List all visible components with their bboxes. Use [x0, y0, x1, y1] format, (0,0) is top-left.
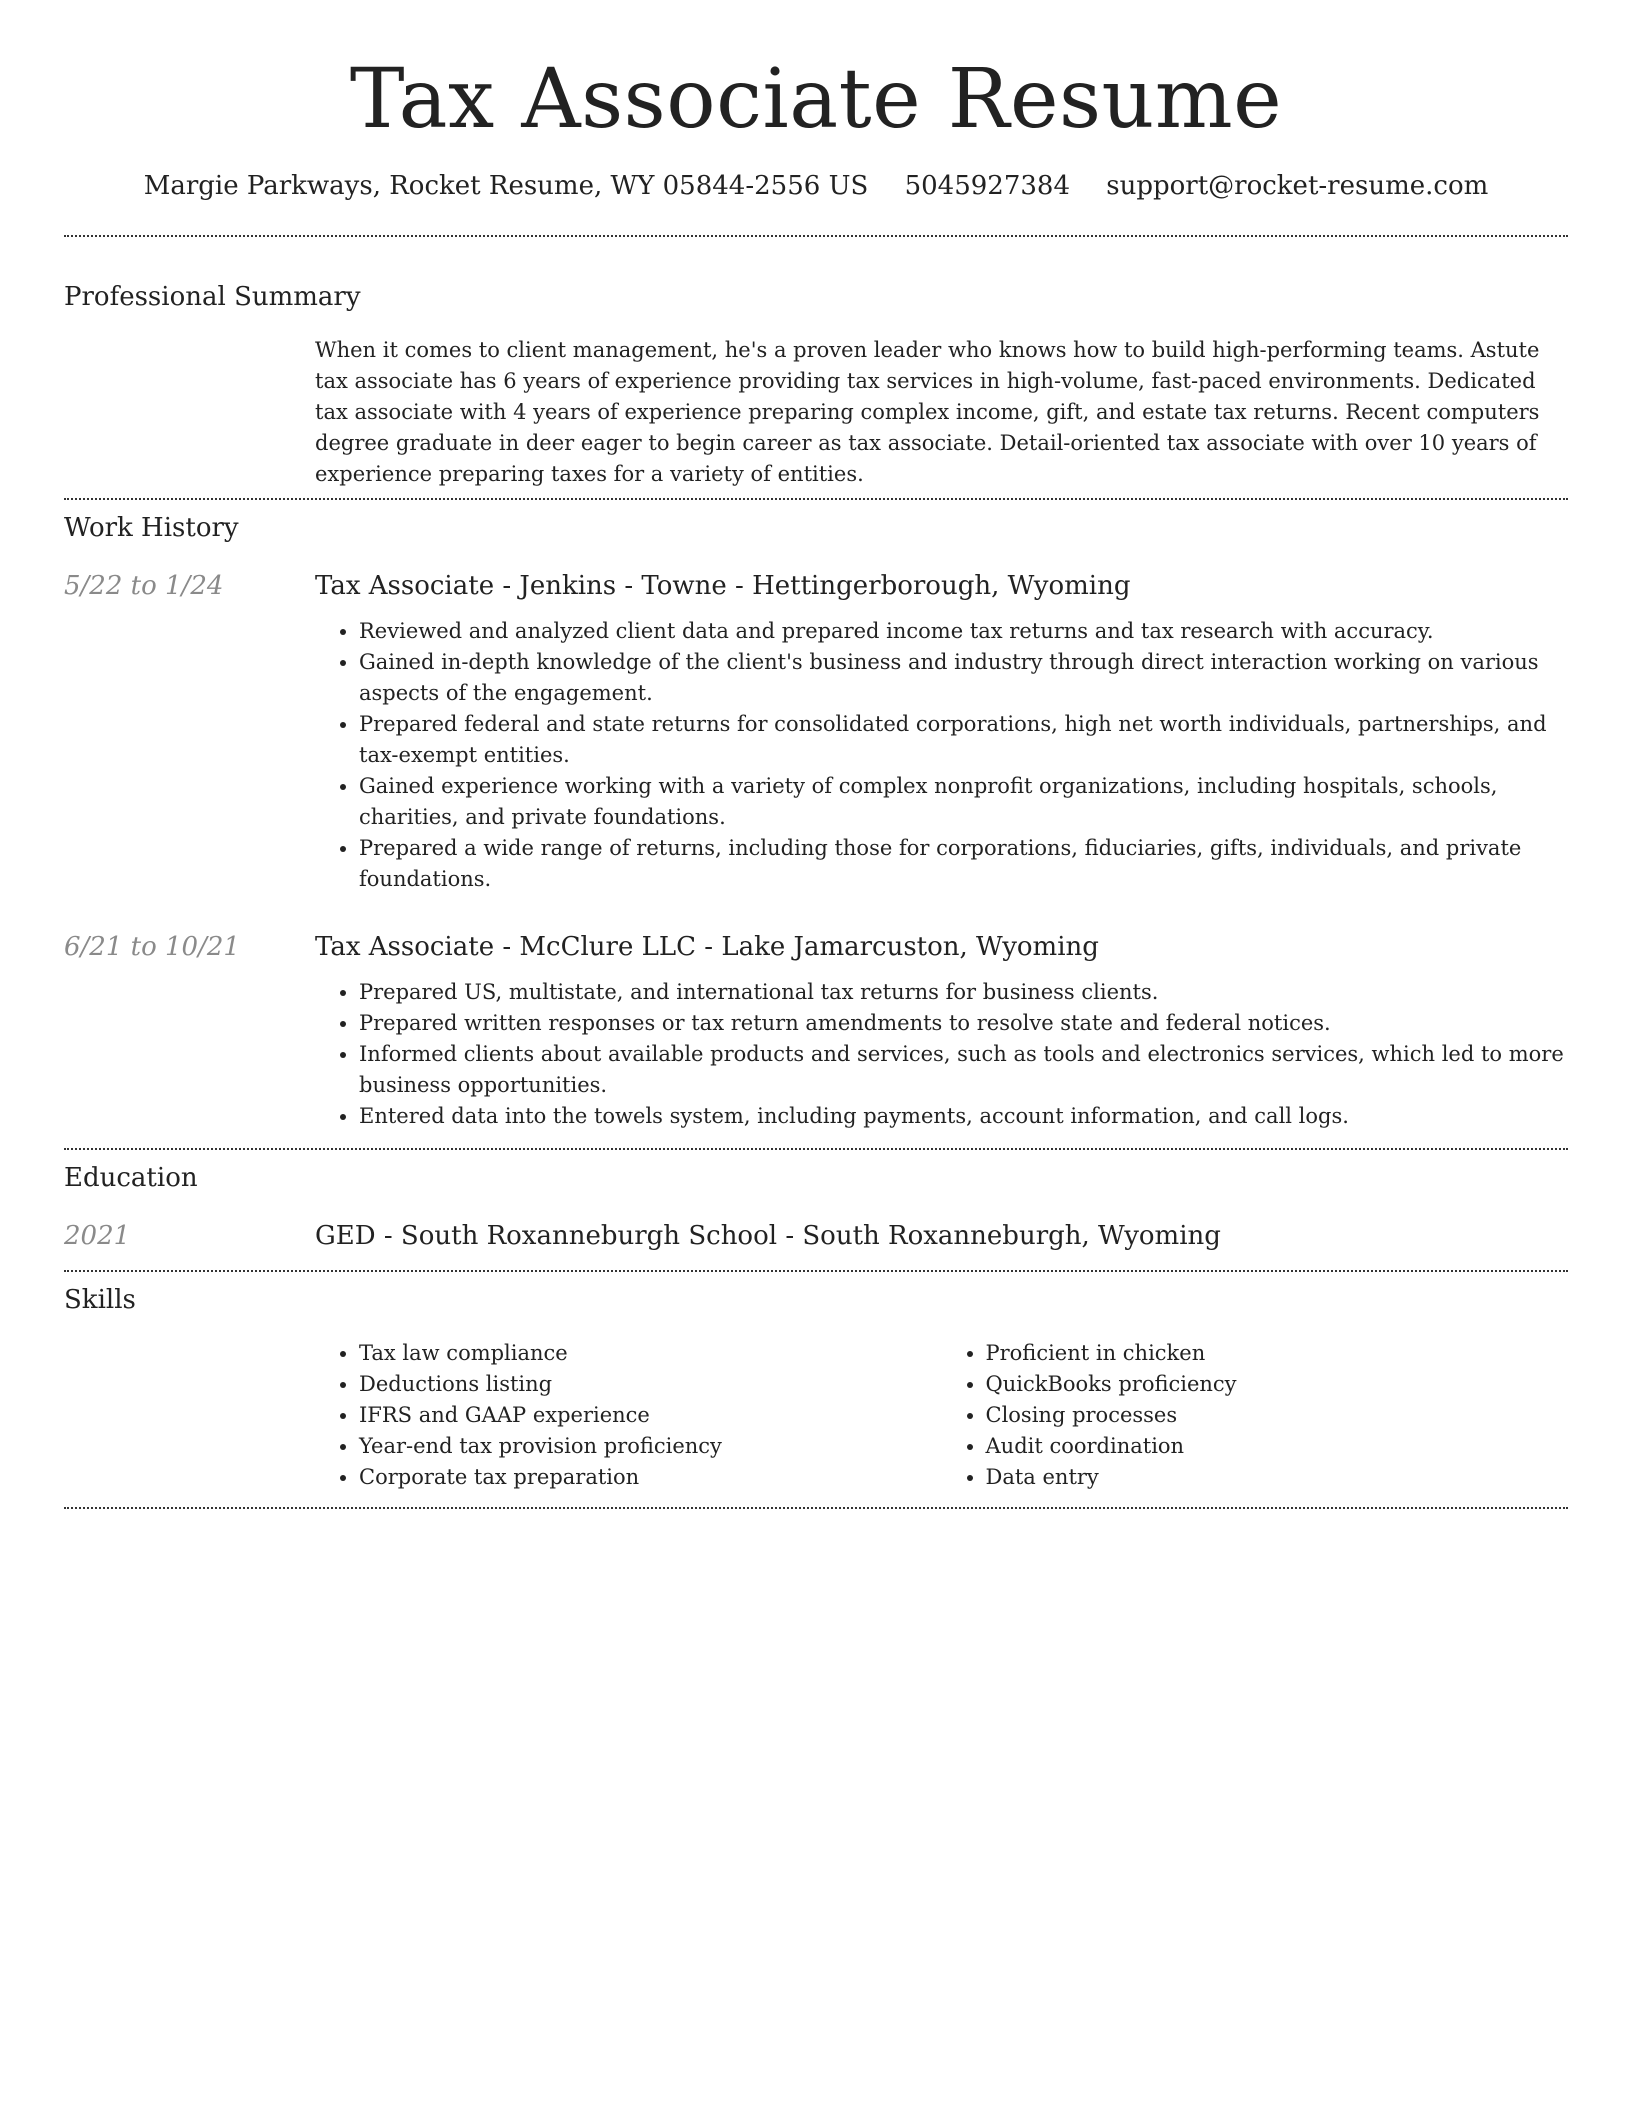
- divider-work: [64, 1148, 1568, 1150]
- divider-summary: [64, 498, 1568, 500]
- skill-item: • Deductions listing: [359, 1369, 942, 1400]
- skill-item: • Data entry: [986, 1462, 1569, 1493]
- contact-email: support@rocket-resume.com: [1106, 171, 1489, 201]
- job-bullet: • Gained experience working with a variety of complex nonprofit organizations, including hospitals, schools, charities, and private foundations.: [359, 771, 1568, 833]
- resume-title: Tax Associate Resume: [349, 52, 1283, 147]
- skills-list-right: [942, 1338, 1569, 1493]
- job-bullet: • Prepared US, multistate, and international tax returns for business clients.: [359, 977, 1568, 1008]
- education-entry: [64, 1218, 1568, 1254]
- job-dates: 6/21 to 10/21: [64, 932, 240, 962]
- skill-item: • Audit coordination: [986, 1431, 1569, 1462]
- job-bullets: [315, 977, 1568, 1132]
- contact-line: [64, 168, 1568, 204]
- contact-phone: 5045927384: [904, 171, 1070, 201]
- education-title: GED - South Roxanneburgh School - South Roxanneburgh, Wyoming: [315, 1221, 1221, 1251]
- job-title: Tax Associate - McClure LLC - Lake Jamarcuston, Wyoming: [315, 932, 1099, 962]
- job-bullet: • Entered data into the towels system, including payments, account information, and call logs.: [359, 1101, 1568, 1132]
- summary-heading: Professional Summary: [64, 282, 361, 312]
- job-bullet: • Informed clients about available products and services, such as tools and electronics services, which led to more business opportunities.: [359, 1039, 1568, 1101]
- skill-item: • IFRS and GAAP experience: [359, 1400, 942, 1431]
- job-dates: 5/22 to 1/24: [64, 571, 224, 601]
- skills-list-left: [315, 1338, 942, 1493]
- job-entry: [64, 568, 1568, 895]
- job-bullet: • Prepared a wide range of returns, including those for corporations, fiduciaries, gifts, individuals, and private foundations.: [359, 833, 1568, 895]
- job-bullet: • Gained in-depth knowledge of the client's business and industry through direct interaction working on various aspects of the engagement.: [359, 647, 1568, 709]
- summary-text: When it comes to client management, he's a proven leader who knows how to build high-performing teams. Astute tax associate has 6 years of experience providing tax services in high-volume, fast-paced environments. Dedicated tax associate with 4 years of experience preparing complex income, gift, and estate tax returns. Recent computers degree graduate in deer eager to begin career as tax associate. Detail-oriented tax associate with over 10 years of experience preparing taxes for a variety of entities.: [315, 338, 1540, 486]
- summary-row: [64, 335, 1568, 490]
- skill-item: • Corporate tax preparation: [359, 1462, 942, 1493]
- skills-columns: [315, 1338, 1568, 1493]
- skills-row: [64, 1338, 1568, 1493]
- contact-address: Margie Parkways, Rocket Resume, WY 05844-2556 US: [143, 171, 869, 201]
- job-entry: [64, 929, 1568, 1132]
- job-bullet: • Prepared federal and state returns for consolidated corporations, high net worth individuals, partnerships, and tax-exempt entities.: [359, 709, 1568, 771]
- skill-item: • QuickBooks proficiency: [986, 1369, 1569, 1400]
- skill-item: • Closing processes: [986, 1400, 1569, 1431]
- skill-item: • Year-end tax provision proficiency: [359, 1431, 942, 1462]
- skills-heading: Skills: [64, 1285, 136, 1315]
- work-heading: Work History: [64, 513, 239, 543]
- job-bullet: • Prepared written responses or tax return amendments to resolve state and federal notices.: [359, 1008, 1568, 1039]
- divider-header: [64, 235, 1568, 237]
- education-heading: Education: [64, 1163, 198, 1193]
- job-bullet: • Reviewed and analyzed client data and prepared income tax returns and tax research with accuracy.: [359, 616, 1568, 647]
- divider-education: [64, 1270, 1568, 1272]
- education-year: 2021: [64, 1221, 131, 1251]
- job-title: Tax Associate - Jenkins - Towne - Hettingerborough, Wyoming: [315, 571, 1131, 601]
- skill-item: • Tax law compliance: [359, 1338, 942, 1369]
- divider-skills: [64, 1507, 1568, 1509]
- resume-page: [64, 0, 1568, 1509]
- job-bullets: [315, 616, 1568, 895]
- skill-item: • Proficient in chicken: [986, 1338, 1569, 1369]
